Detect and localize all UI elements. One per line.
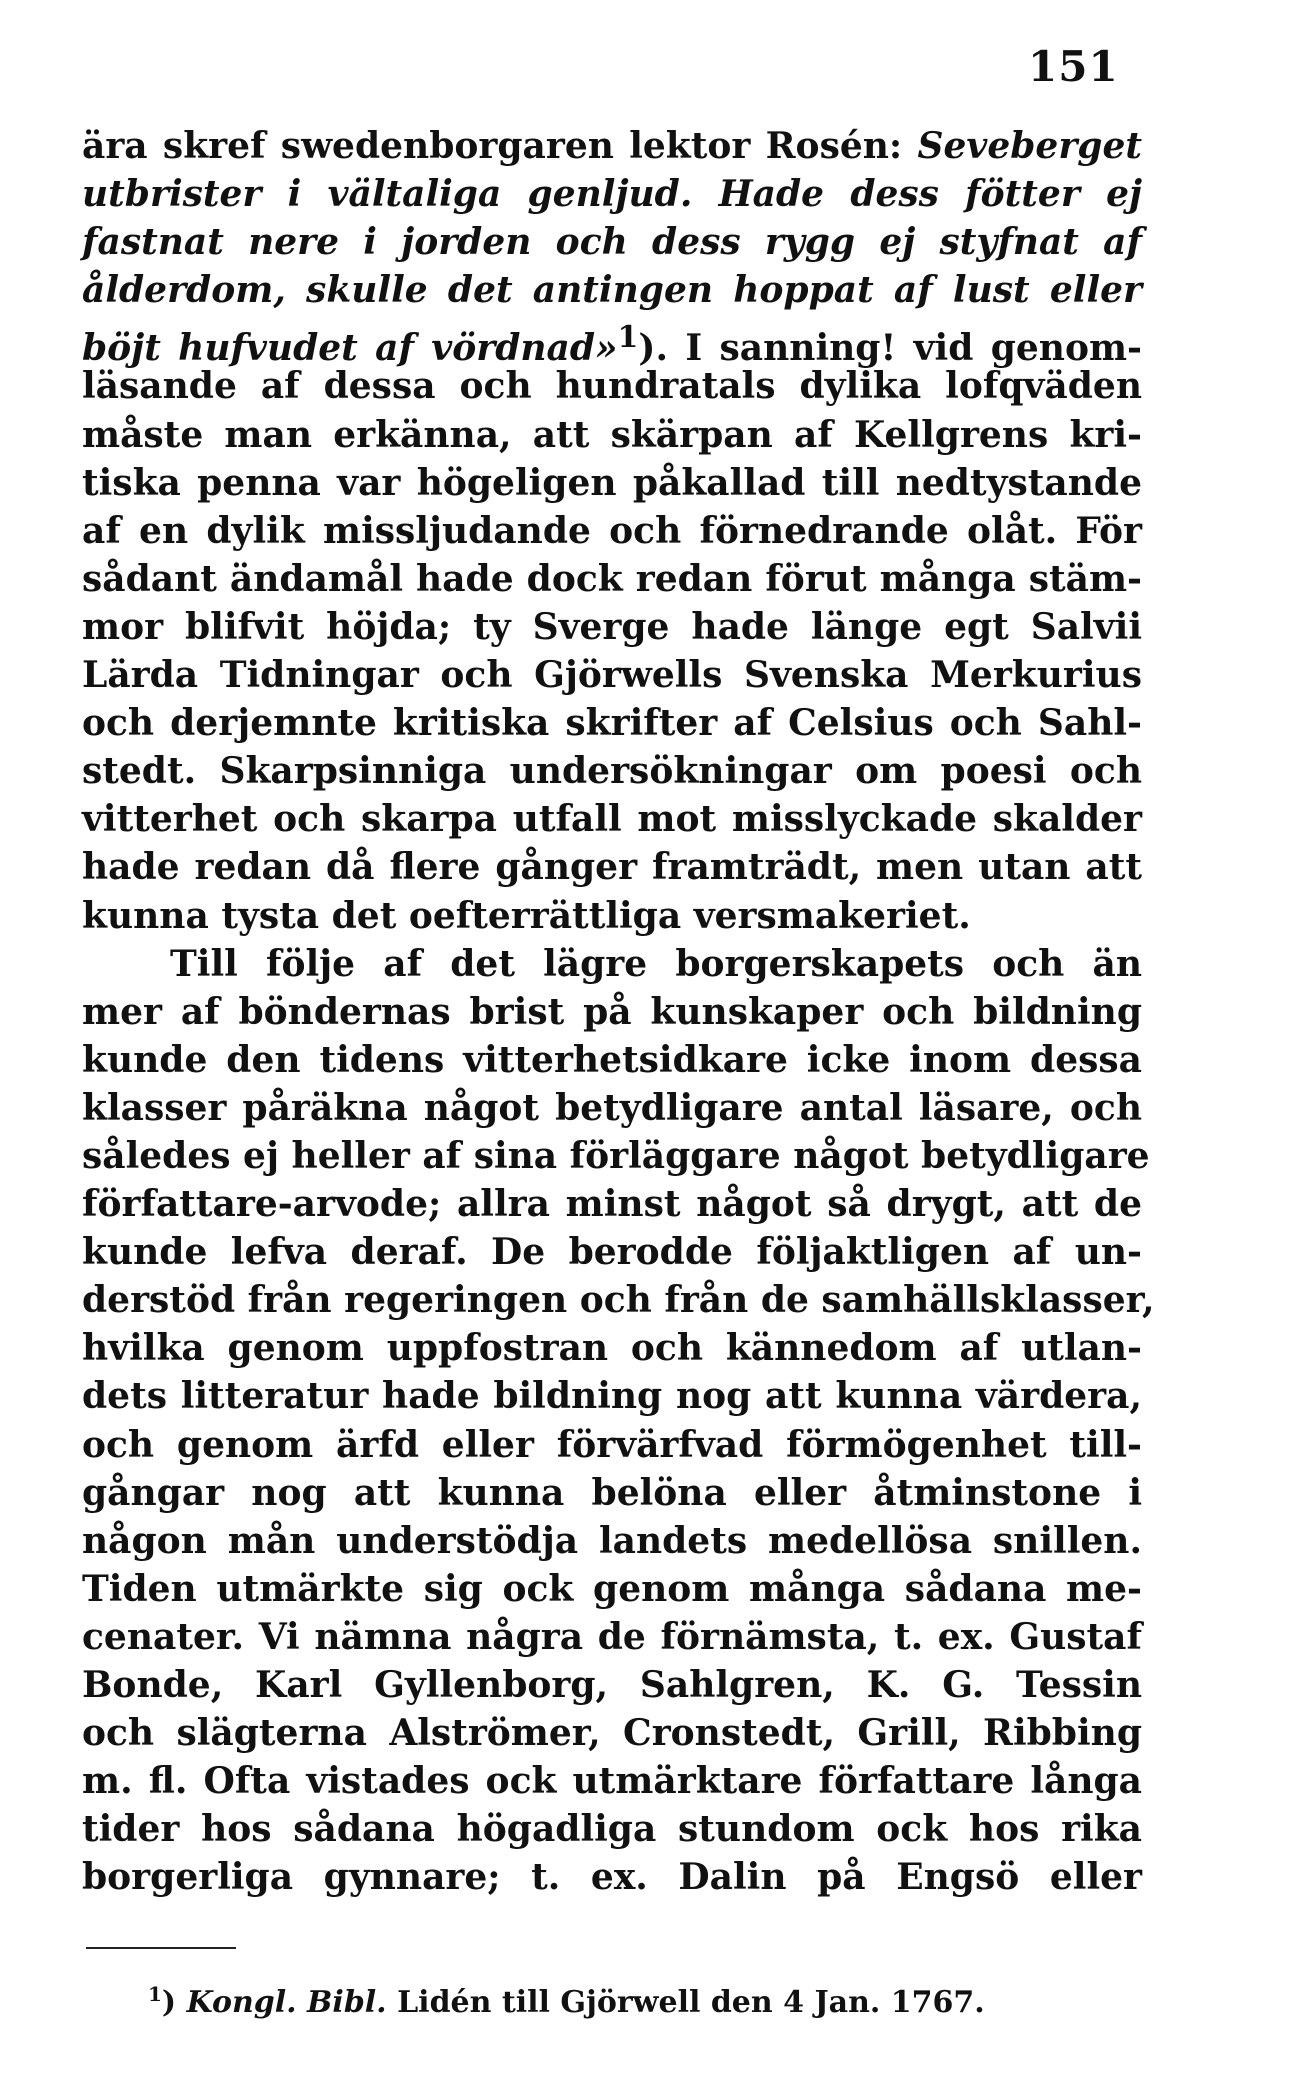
text-line: ära skref swedenborgaren lektor Rosén: Seveberget [82, 125, 1142, 167]
text-line: borgerliga gynnare; t. ex. Dalin på Engsö eller [82, 1856, 1142, 1899]
text-line: kunde den tidens vitterhetsidkare icke inom dessa [82, 1038, 1142, 1081]
text-line: dets litteratur hade bildning nog att kunna värdera, [82, 1375, 1142, 1418]
text-line: af en dylik missljudande och förnedrande olåt. För [82, 509, 1142, 552]
text-line: böjt hufvudet af vördnad»$^1$). I sanning! vid genom- [82, 320, 1143, 370]
text-line: kunna tysta det oefterrättliga versmakeriet. [82, 894, 971, 937]
footnote: $^1$) Kongl. Bibl. Lidén till Gjörwell den 4 Jan. 1767. [148, 1982, 985, 2020]
body-text [82, 122, 1155, 1901]
text-line: och slägterna Alströmer, Cronstedt, Grill, Ribbing [82, 1712, 1142, 1755]
text-line: någon mån understödja landets medellösa snillen. [82, 1519, 1142, 1562]
footnote-marker: 1 [617, 320, 639, 356]
text-line: m. fl. Ofta vistades ock utmärktare författare långa [82, 1760, 1142, 1803]
text-line: cenater. Vi nämna några de förnämsta, t. ex. Gustaf [82, 1615, 1142, 1658]
text-line: tider hos sådana högadliga stundom ock hos rika [82, 1808, 1142, 1851]
footnote-divider [86, 1947, 236, 1949]
text-line: ålderdom, skulle det antingen hoppat af lust eller [82, 269, 1142, 312]
text-line: sådant ändamål hade dock redan förut många stäm- [82, 557, 1142, 600]
footnote-text: Lidén till Gjörwell den 4 Jan. 1767. [386, 1985, 985, 2020]
text-line: stedt. Skarpsinniga undersökningar om poesi och [82, 750, 1142, 793]
text-line: mor blifvit höjda; ty Sverge hade länge egt Salvii [82, 605, 1142, 648]
text-line: klasser påräkna något betydligare antal läsare, och [82, 1086, 1142, 1129]
text-line: således ej heller af sina förläggare något betydligare [82, 1134, 1150, 1177]
text-line: kunde lefva deraf. De berodde följaktligen af un- [82, 1231, 1142, 1274]
text-line: hvilka genom uppfostran och kännedom af utlan- [82, 1327, 1142, 1370]
footnote-source: Kongl. Bibl. [186, 1985, 387, 2020]
text-line: Lärda Tidningar och Gjörwells Svenska Merkurius [82, 654, 1142, 697]
text-line: Bonde, Karl Gyllenborg, Sahlgren, K. G. Tessin [82, 1664, 1142, 1706]
text-line: Tiden utmärkte sig ock genom många sådana me- [82, 1567, 1142, 1610]
footnote-number: 1 [148, 1982, 162, 2006]
text-line: hade redan då flere gånger framträdt, men utan att [82, 846, 1142, 889]
text-line: utbrister i vältaliga genljud. Hade dess fötter ej [82, 173, 1142, 216]
text-line: fastnat nere i jorden och dess rygg ej styfnat af [82, 221, 1142, 264]
text-line: tiska penna var högeligen påkallad till nedtystande [82, 461, 1142, 504]
text-line: derstöd från regeringen och från de samhällsklasser, [82, 1279, 1155, 1322]
text-line: vitterhet och skarpa utfall mot misslyckade skalder [82, 798, 1142, 841]
text-line: Till följe af det lägre borgerskapets och än [170, 942, 1142, 985]
text-line: författare-arvode; allra minst något så drygt, att de [82, 1183, 1142, 1226]
page-number: 151 [1028, 42, 1119, 91]
text-line: och derjemnte kritiska skrifter af Celsius och Sahl- [82, 702, 1142, 745]
text-line: gångar nog att kunna belöna eller åtminstone i [82, 1471, 1142, 1514]
text-line: mer af böndernas brist på kunskaper och bildning [82, 990, 1142, 1033]
text-line: och genom ärfd eller förvärfvad förmögenhet till- [82, 1423, 1142, 1466]
text-line: läsande af dessa och hundratals dylika lofqväden [82, 365, 1142, 408]
text-line: måste man erkänna, att skärpan af Kellgrens kri- [82, 413, 1142, 456]
